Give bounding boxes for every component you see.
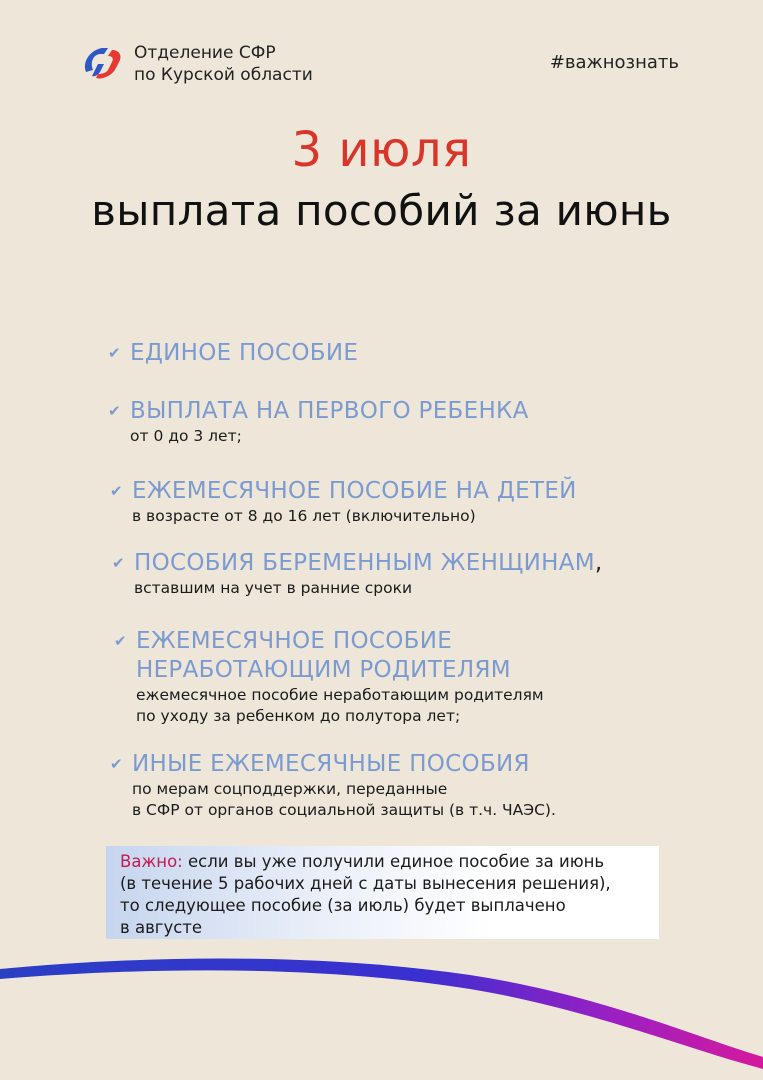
page-title: выплата пособий за июнь (91, 186, 672, 235)
header (78, 42, 313, 86)
notice-line-4: в августе (120, 918, 203, 937)
benefit-heading-text: ИНЫЕ ЕЖЕМЕСЯЧНЫЕ ПОСОБИЯ (132, 751, 530, 777)
org-line-2: по Курской области (134, 65, 313, 85)
benefit-heading-text: ВЫПЛАТА НА ПЕРВОГО РЕБЕНКА (130, 398, 529, 424)
benefit-item-monthly-children (110, 477, 577, 527)
benefit-detail: по уходу за ребенком до полутора лет; (136, 707, 461, 725)
check-icon: ✔ (108, 344, 121, 362)
benefit-detail: вставшим на учет в ранние сроки (134, 579, 413, 597)
benefit-heading (108, 397, 529, 426)
benefit-heading-line-2: НЕРАБОТАЮЩИМ РОДИТЕЛЯМ (136, 657, 511, 683)
check-icon: ✔ (110, 755, 123, 773)
important-notice (106, 846, 659, 939)
notice-line-2: (в течение 5 рабочих дней с даты вынесения решения), (120, 874, 611, 893)
sfr-logo-icon (78, 42, 128, 86)
benefit-heading-text: ЕЖЕМЕСЯЧНОЕ ПОСОБИЕ НА ДЕТЕЙ (132, 478, 577, 504)
notice-text: если вы уже получили единое пособие за июнь (188, 852, 605, 871)
benefit-item-pregnant (112, 549, 603, 599)
decorative-wave (0, 945, 763, 1080)
payment-date: 3 июля (291, 122, 472, 178)
heading-suffix: , (594, 550, 603, 576)
benefit-detail: ежемесячное пособие неработающим родителям (136, 686, 544, 704)
benefit-heading-text: ЕДИНОЕ ПОСОБИЕ (130, 340, 359, 366)
org-name (134, 42, 313, 86)
notice-label: Важно: (120, 852, 183, 871)
notice-line-3: то следующее пособие (за июль) будет выплачено (120, 896, 566, 915)
benefit-item-other (110, 750, 556, 821)
benefit-heading (110, 750, 556, 779)
org-line-1: Отделение СФР (134, 43, 276, 63)
benefit-heading-text: ЕЖЕМЕСЯЧНОЕ ПОСОБИЕ (136, 628, 453, 654)
check-icon: ✔ (114, 632, 127, 650)
check-icon: ✔ (108, 402, 121, 420)
benefit-item-unified (108, 339, 358, 368)
check-icon: ✔ (112, 554, 125, 572)
notice-line-1 (120, 851, 649, 873)
benefit-heading (112, 549, 603, 578)
benefit-heading (114, 627, 544, 656)
benefit-item-unemployed-parents (114, 627, 544, 727)
benefit-item-first-child (108, 397, 529, 447)
benefit-detail: в возрасте от 8 до 16 лет (включительно) (132, 507, 476, 525)
benefit-heading (110, 477, 577, 506)
hashtag: #важнознать (549, 52, 679, 73)
benefit-detail: по мерам соцподдержки, переданные (132, 780, 448, 798)
benefit-heading-text: ПОСОБИЯ БЕРЕМЕННЫМ ЖЕНЩИНАМ (134, 550, 595, 576)
benefit-heading (108, 339, 358, 368)
benefit-detail: от 0 до 3 лет; (130, 427, 242, 445)
check-icon: ✔ (110, 482, 123, 500)
benefit-detail: в СФР от органов социальной защиты (в т.ч. ЧАЭС). (132, 801, 556, 819)
